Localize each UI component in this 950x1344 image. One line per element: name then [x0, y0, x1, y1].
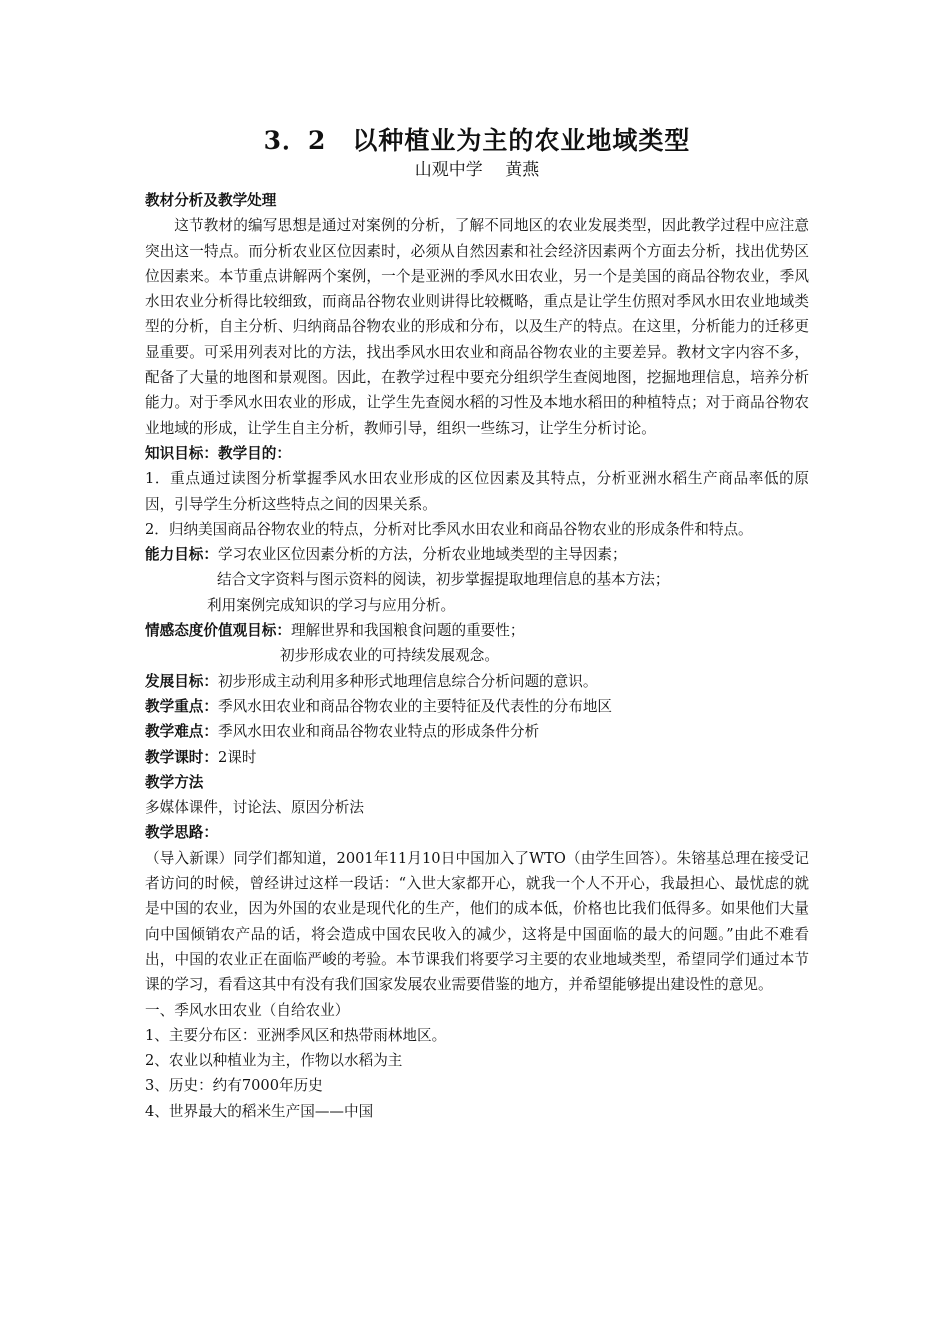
teaching-method-heading: 教学方法	[145, 773, 204, 791]
ability-goal-2: 结合文字资料与图示资料的阅读，初步掌握提取地理信息的基本方法；	[217, 571, 670, 589]
emotion-goal-2: 初步形成农业的可持续发展观念。	[280, 647, 499, 665]
section-one-item-3: 3、历史：约有7000年历史	[145, 1077, 323, 1095]
section-heading-analysis: 教材分析及教学处理	[145, 192, 277, 209]
section-one-heading: 一、季风水田农业（自给农业）	[145, 1001, 350, 1019]
teaching-difficulties-label: 教学难点：	[145, 723, 218, 741]
teaching-method-text: 多媒体课件，讨论法、原因分析法	[145, 799, 364, 817]
teaching-hours-label: 教学课时：	[145, 748, 218, 766]
author-line: 山观中学 黄燕	[414, 160, 540, 180]
document-content	[145, 124, 809, 1124]
knowledge-item-2: 2．归纳美国商品谷物农业的特点，分析对比季风水田农业和商品谷物农业的形成条件和特点。	[145, 520, 753, 538]
teaching-idea-paragraph: （导入新课）同学们都知道，2001年11月10日中国加入了WTO（由学生回答）。朱镕基总理在接受记者访问的时候，曾经讲过这样一段话：“入世大家都开心，就我一个人不开心，我最担心、最忧虑的就是中国的农业，因为外国的农业是现代化的生产，他们的成本低，价格也比我们低得多。如果他们大量向中国倾销农产品的话，将会造成中国农民收入的减少，这将是中国面临的最大的问题。”由此不难看出，中国的农业正在面临严峻的考验。本节课我们将要学习主要的农业地域类型，希望同学们通过本节课的学习，看看这其中有没有我们国家发展农业需要借鉴的地方，并希望能够提出建设性的意见。	[145, 849, 809, 994]
teaching-key-points-label: 教学重点：	[145, 697, 218, 715]
teaching-difficulties-text: 季风水田农业和商品谷物农业特点的形成条件分析	[217, 723, 540, 741]
ability-goal-1: 学习农业区位因素分析的方法，分析农业地域类型的主导因素；	[217, 546, 627, 564]
document-body	[145, 188, 809, 1124]
emotion-goals-label: 情感态度价值观目标：	[145, 622, 291, 640]
development-goals-text: 初步形成主动利用多种形式地理信息综合分析问题的意识。	[217, 672, 598, 690]
ability-goals	[145, 542, 809, 567]
section-one-item-2: 2、农业以种植业为主，作物以水稻为主	[145, 1052, 403, 1070]
teaching-key-points	[145, 694, 809, 719]
knowledge-item-1: 1．重点通过读图分析掌握季风水田农业形成的区位因素及其特点，分析亚洲水稻生产商品率低的原因，引导学生分析这些特点之间的因果关系。	[145, 470, 809, 513]
section-one-item-1: 1、主要分布区：亚洲季风区和热带雨林地区。	[145, 1026, 447, 1044]
knowledge-goals-heading: 知识目标：教学目的：	[145, 444, 291, 462]
document-title: 3．2 以种植业为主的农业地域类型	[263, 126, 691, 155]
development-goals	[145, 669, 809, 694]
emotion-goals	[145, 618, 809, 643]
teaching-key-points-text: 季风水田农业和商品谷物农业的主要特征及代表性的分布地区	[217, 697, 613, 715]
emotion-goal-1: 理解世界和我国粮食问题的重要性；	[290, 622, 525, 640]
analysis-paragraph: 这节教材的编写思想是通过对案例的分析，了解不同地区的农业发展类型，因此教学过程中应注意突出这一特点。而分析农业区位因素时，必须从自然因素和社会经济因素两个方面去分析，找出优势区位因素来。本节重点讲解两个案例，一个是亚洲的季风水田农业，另一个是美国的商品谷物农业，季风水田农业分析得比较细致，而商品谷物农业则讲得比较概略，重点是让学生仿照对季风水田农业地域类型的分析，自主分析、归纳商品谷物农业的形成和分布，以及生产的特点。在这里，分析能力的迁移更显重要。可采用列表对比的方法，找出季风水田农业和商品谷物农业的主要差异。教材文字内容不多，配备了大量的地图和景观图。因此，在教学过程中要充分组织学生查阅地图，挖掘地理信息，培养分析能力。对于季风水田农业的形成，让学生先查阅水稻的习性及本地水稻田的种植特点；对于商品谷物农业地域的形成，让学生自主分析，教师引导，组织一些练习，让学生分析讨论。	[145, 217, 809, 437]
teaching-idea-heading: 教学思路：	[145, 824, 218, 842]
ability-goals-label: 能力目标：	[145, 546, 218, 564]
teaching-hours	[145, 745, 809, 770]
teaching-hours-text: 2课时	[217, 748, 257, 766]
ability-goal-3: 利用案例完成知识的学习与应用分析。	[207, 596, 456, 614]
section-one-item-4: 4、世界最大的稻米生产国——中国	[145, 1102, 374, 1120]
teaching-difficulties	[145, 719, 809, 744]
development-goals-label: 发展目标：	[145, 672, 218, 690]
